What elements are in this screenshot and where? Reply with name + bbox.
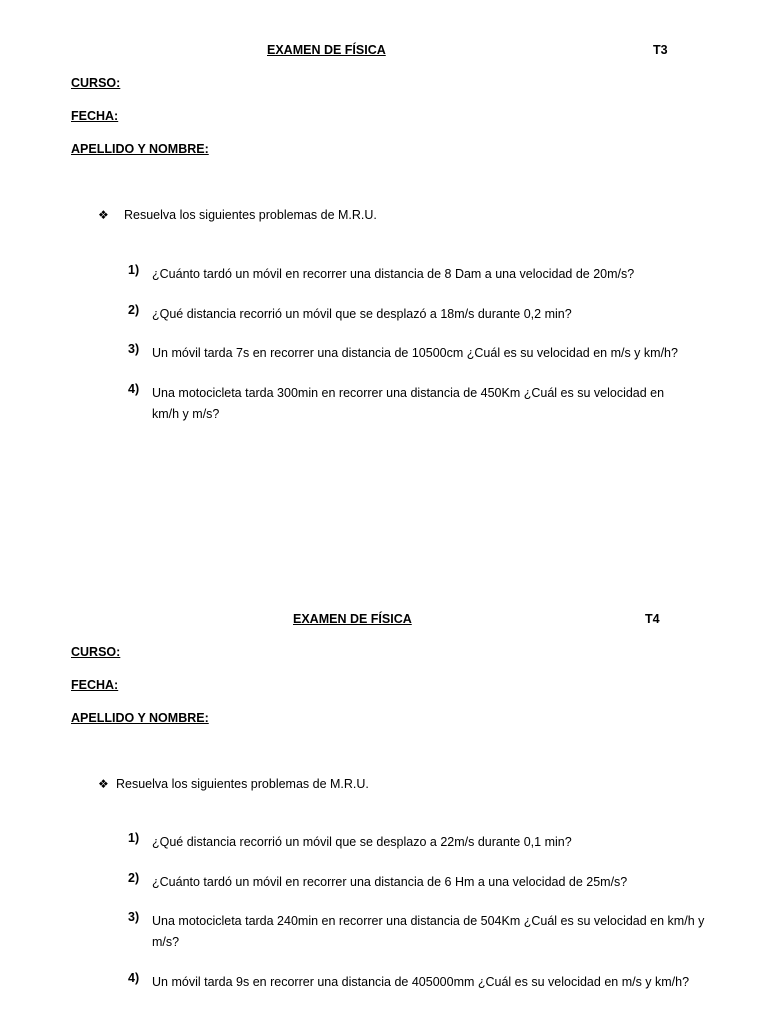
exam-title: EXAMEN DE FÍSICA [293,612,412,626]
problem-text: Un móvil tarda 9s en recorrer una distancia de 405000mm ¿Cuál es su velocidad en m/s y km/h? [152,975,690,989]
problem-number: 4) [128,382,140,396]
diamond-bullet-icon: ❖ [98,208,109,222]
instruction-text: Resuelva los siguientes problemas de M.R.U. [124,208,377,222]
instruction-text: Resuelva los siguientes problemas de M.R.U. [116,777,369,791]
problem-number: 3) [128,342,140,356]
problem-4 [128,383,718,425]
exam-code: T3 [653,43,668,57]
problem-text: Una motocicleta tarda 300min en recorrer una distancia de 450Km ¿Cuál es su velocidad en km/h y m/s? [152,386,665,421]
problem-text: ¿Qué distancia recorrió un móvil que se desplazo a 22m/s durante 0,1 min? [152,835,572,849]
problem-3 [128,911,718,953]
problem-number: 2) [128,303,140,317]
problem-3 [128,343,718,364]
problem-text: Un móvil tarda 7s en recorrer una distancia de 10500cm ¿Cuál es su velocidad en m/s y km/h? [152,346,678,360]
diamond-bullet-icon: ❖ [98,777,109,791]
problem-text: ¿Cuánto tardó un móvil en recorrer una distancia de 6 Hm a una velocidad de 25m/s? [152,875,628,889]
field-curso-label: CURSO: [71,76,121,90]
exam-title: EXAMEN DE FÍSICA [267,43,386,57]
problem-2 [128,304,718,325]
instruction [98,777,369,791]
field-apellido-nombre-label: APELLIDO Y NOMBRE: [71,711,209,725]
field-curso-label: CURSO: [71,645,121,659]
problem-text: Una motocicleta tarda 240min en recorrer una distancia de 504Km ¿Cuál es su velocidad en km/h y m/s? [152,914,705,949]
exam-code: T4 [645,612,660,626]
field-fecha-label: FECHA: [71,678,119,692]
problem-number: 1) [128,263,140,277]
problem-text: ¿Qué distancia recorrió un móvil que se desplazó a 18m/s durante 0,2 min? [152,307,572,321]
problem-1 [128,264,718,285]
field-apellido-nombre-label: APELLIDO Y NOMBRE: [71,142,209,156]
instruction [98,208,377,222]
problem-number: 1) [128,831,140,845]
problem-number: 2) [128,871,140,885]
problem-number: 3) [128,910,140,924]
problem-2 [128,872,718,893]
field-fecha-label: FECHA: [71,109,119,123]
problem-text: ¿Cuánto tardó un móvil en recorrer una distancia de 8 Dam a una velocidad de 20m/s? [152,267,635,281]
problem-1 [128,832,718,853]
problem-number: 4) [128,971,140,985]
problem-4 [128,972,718,993]
